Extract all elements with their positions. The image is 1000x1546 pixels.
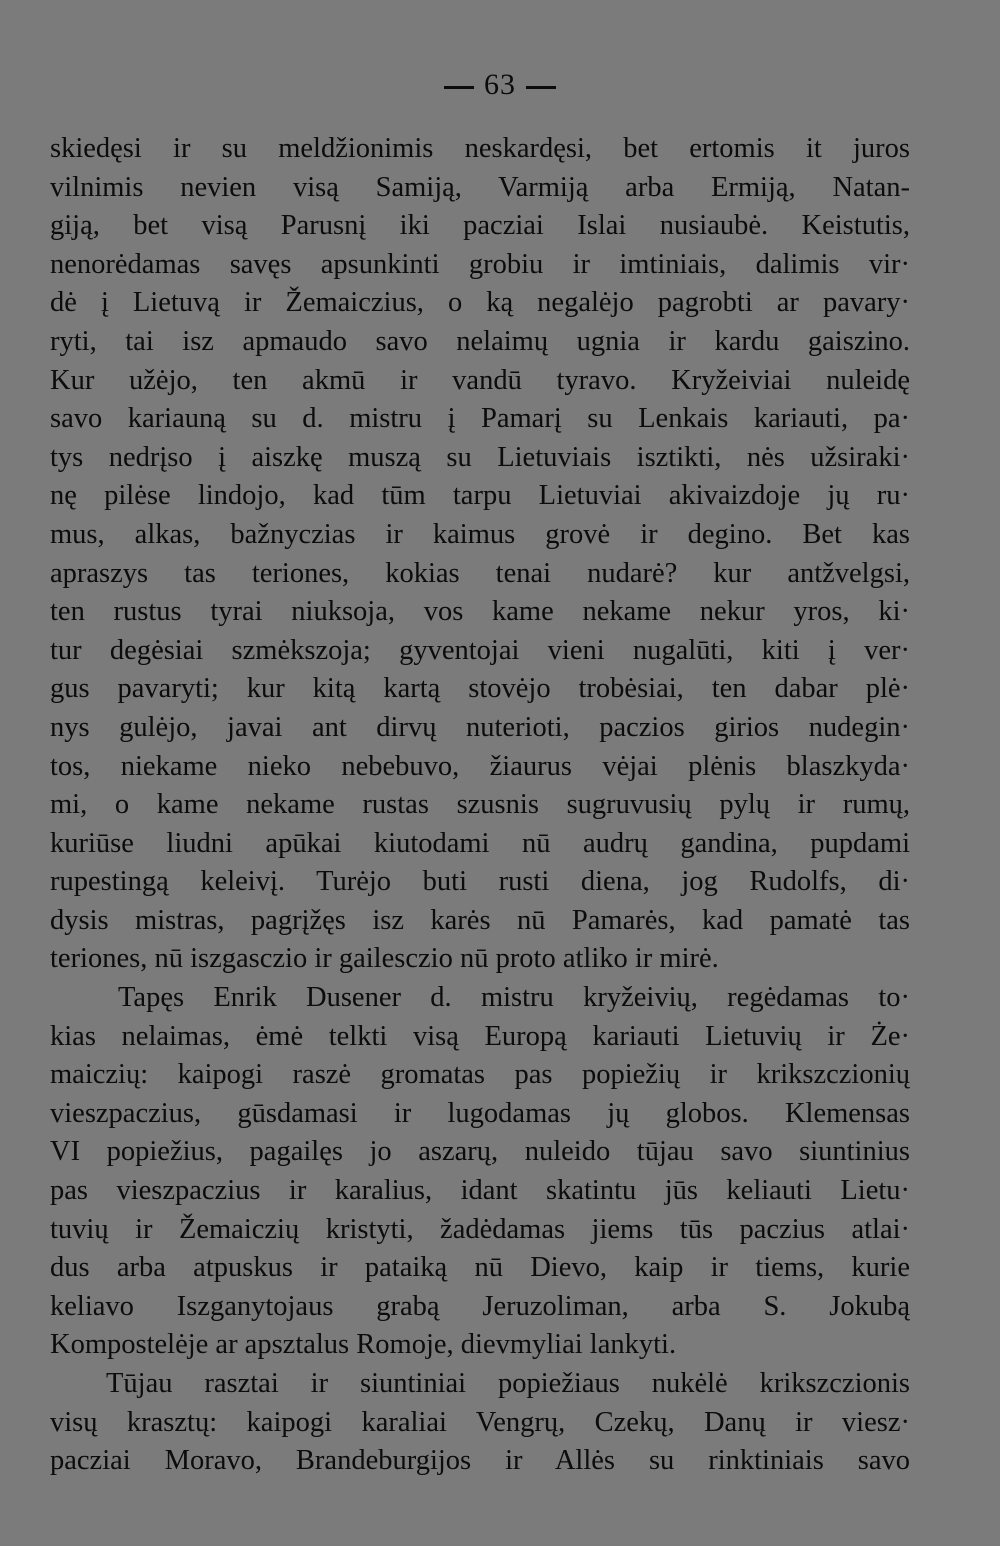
text-line: dė į Lietuvą ir Žemaiczius, o ką negalėjo pagrobti ar pavary· (50, 287, 910, 319)
text-line: nę pilėse lindojo, kad tūm tarpu Lietuviai akivaizdoje jų ru· (50, 480, 910, 512)
text-line: kias nelaimas, ėmė telkti visą Europą kariauti Lietuvių ir Że· (50, 1020, 910, 1052)
text-line: visų krasztų: kaipogi karaliai Vengrų, Czekų, Danų ir viesz· (50, 1406, 910, 1438)
text-line: nenorėdamas savęs apsunkinti grobiu ir imtiniais, dalimis vir· (50, 248, 910, 280)
text-line: kuriūse liudni apūkai kiutodami nū audrų gandina, pupdami (50, 827, 910, 859)
body-text (50, 130, 910, 1481)
text-line: Tapęs Enrik Dusener d. mistru kryžeivių, regėdamas to· (118, 982, 910, 1014)
page-number-dash-left (444, 86, 474, 89)
text-line: tur degėsiai szmėkszoja; gyventojai vieni nugalūti, kiti į ver· (50, 634, 910, 666)
text-line: mi, o kame nekame rustas szusnis sugruvusių pylų ir rumų, (50, 789, 910, 821)
text-line: tuvių ir Žemaiczių kristyti, žadėdamas jiems tūs paczius atlai· (50, 1213, 910, 1245)
text-line: skiedęsi ir su meldžionimis neskardęsi, bet ertomis it juros (50, 133, 910, 164)
text-line: dysis mistras, pagrįžęs isz karės nū Pamarės, kad pamatė tas (50, 904, 910, 936)
text-line: nys gulėjo, javai ant dirvų nuterioti, paczios girios nudegin· (50, 711, 910, 743)
text-line: gus pavaryti; kur kitą kartą stovėjo trobėsiai, ten dabar plė· (50, 673, 910, 705)
text-line: Kur užėjo, ten akmū ir vandū tyravo. Kryžeiviai nuleidę (50, 364, 910, 396)
text-line: ryti, tai isz apmaudo savo nelaimų ugnia ir kardu gaiszino. (50, 325, 910, 357)
text-line: Kompostelėje ar apsztalus Romoje, dievmyliai lankyti. (50, 1329, 677, 1361)
text-line: Tūjau rasztai ir siuntiniai popiežiaus nukėlė krikszczionis (106, 1368, 910, 1399)
text-line: apraszys tas teriones, kokias tenai nudarė? kur antžvelgsi, (50, 557, 910, 589)
text-line: giją, bet visą Parusnį iki pacziai Islai nusiaubė. Keistutis, (50, 210, 910, 242)
text-line: tos, niekame nieko nebebuvo, žiaurus vėjai plėnis blaszkyda· (50, 750, 910, 782)
page-number (0, 68, 1000, 102)
text-line: maiczių: kaipogi raszė gromatas pas popiežių ir krikszczionių (50, 1059, 910, 1091)
text-line: VI popiežius, pagailęs jo aszarų, nuleido tūjau savo siuntinius (50, 1136, 910, 1168)
text-line: tys nedrįso į aiszkę muszą su Lietuviais isztikti, nės užsiraki· (50, 441, 910, 473)
text-line: rupestingą keleivį. Turėjo buti rusti diena, jog Rudolfs, di· (50, 866, 910, 898)
text-line: teriones, nū iszgasczio ir gailesczio nū proto atliko ir mirė. (50, 943, 719, 975)
page-number-dash-right (526, 86, 556, 89)
text-line: dus arba atpuskus ir pataiką nū Dievo, kaip ir tiems, kurie (50, 1252, 910, 1284)
text-line: vilnimis nevien visą Samiją, Varmiją arba Ermiją, Natan- (50, 171, 910, 203)
text-line: pas vieszpaczius ir karalius, idant skatintu jūs keliauti Lietu· (50, 1175, 910, 1207)
text-line: keliavo Iszganytojaus grabą Jeruzoliman, arba S. Jokubą (50, 1290, 910, 1322)
text-line: savo kariauną su d. mistru į Pamarį su Lenkais kariauti, pa· (50, 403, 910, 435)
text-line: ten rustus tyrai niuksoja, vos kame nekame nekur yros, ki· (50, 596, 910, 628)
text-line: pacziai Moravo, Brandeburgijos ir Allės su rinktiniais savo (50, 1445, 910, 1477)
page-number-text: 63 (484, 68, 516, 101)
text-line: vieszpaczius, gūsdamasi ir lugodamas jų globos. Klemensas (50, 1097, 910, 1129)
text-line: mus, alkas, bažnyczias ir kaimus grovė ir degino. Bet kas (50, 518, 910, 550)
